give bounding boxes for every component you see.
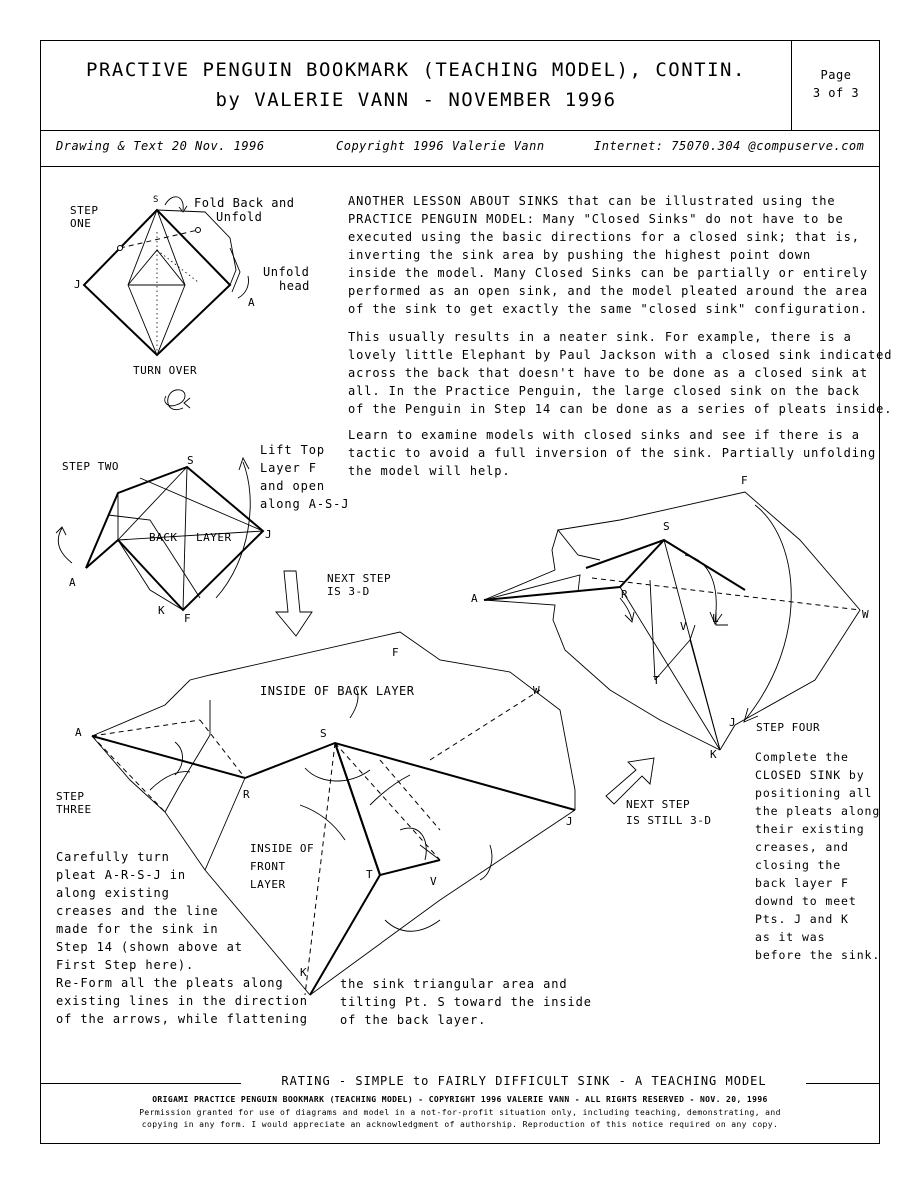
lesson-paragraph-1: ANOTHER LESSON ABOUT SINKS that can be illustrated using the PRACTICE PENGUIN MODEL: Many "Closed Sinks" do not have to be executed using the basic directions for a closed sink; that is, inverting the sink area by pushing the highest point down inside the model. Many Closed Sinks can be partially or entirely performed as an open sink, and the model pleated around the area of the sink to get exactly the same "closed sink" configuration.	[348, 194, 868, 316]
step-three-point-k: K	[300, 966, 308, 979]
step-two-point-s: S	[187, 454, 195, 467]
step-four-point-v: V	[680, 620, 688, 633]
back-label: BACK	[149, 531, 178, 544]
turn-over-label: TURN OVER	[133, 364, 198, 377]
step-four-point-k: K	[710, 748, 718, 761]
page-title: PRACTIVE PENGUIN BOOKMARK (TEACHING MODEL), CONTIN.	[86, 59, 746, 81]
step-four-point-t: T	[653, 674, 661, 687]
step-three-label: STEP THREE	[56, 790, 92, 816]
page-subtitle: by VALERIE VANN - NOVEMBER 1996	[215, 89, 617, 111]
footer-permission-line: Permission granted for use of diagrams and model in a not-for-profit situation only, including teaching, demonstrating, and	[139, 1108, 781, 1117]
step-one-unfold-head: Unfold head	[263, 265, 310, 293]
copyright-text: Copyright 1996 Valerie Vann	[336, 139, 545, 153]
step-four-point-f: F	[741, 474, 749, 487]
step-two-label: STEP TWO	[62, 460, 119, 473]
step-three-point-w: W	[533, 684, 541, 697]
step-three-point-v: V	[430, 875, 438, 888]
lesson-paragraph-2: This usually results in a neater sink. For example, there is a lovely little Elephant by Paul Jackson with a closed sink indicated across the back that doesn't have to be done as a closed sink at all. In the Practice Penguin, the large closed sink on the back of the Penguin in Step 14 can be done as a series of pleats inside.	[348, 330, 893, 416]
internet-address: Internet: 75070.304 @compuserve.com	[594, 139, 865, 153]
step-three-point-s: S	[320, 727, 328, 740]
step-four-point-l: L	[712, 612, 720, 625]
page-number: 3 of 3	[812, 86, 860, 100]
step-three-point-a: A	[75, 726, 83, 739]
inside-front-layer-label: INSIDE OF FRONT LAYER	[250, 842, 315, 891]
next-step-3d-label: NEXT STEP IS 3-D	[327, 572, 392, 598]
step-one-point-j: J	[74, 278, 82, 291]
lesson-paragraph-3: Learn to examine models with closed sinks and see if there is a tactic to avoid a full inversion of the sink. Partially unfolding the model will help.	[348, 428, 877, 478]
step-four-instructions: Complete the CLOSED SINK by positioning all the pleats along their existing creases, and closing the back layer F downd to meet Pts. J and K as it was before the sink.	[755, 750, 881, 962]
step-two-point-a: A	[69, 576, 77, 589]
step-four-point-j: J	[729, 716, 737, 729]
step-two-point-j: J	[265, 528, 273, 541]
step-three-point-t: T	[366, 868, 374, 881]
footer-copyright-line: ORIGAMI PRACTICE PENGUIN BOOKMARK (TEACHING MODEL) - COPYRIGHT 1996 VALERIE VANN - ALL RIGHTS RESERVED - NOV. 20, 1996	[152, 1095, 768, 1104]
step-four-point-a: A	[471, 592, 479, 605]
step-three-instructions-cont: the sink triangular area and tilting Pt. S toward the inside of the back layer.	[340, 977, 592, 1027]
step-one-point-a: A	[248, 296, 256, 309]
page-label: Page	[820, 68, 852, 82]
step-two-point-k: K	[158, 604, 166, 617]
drawing-date: Drawing & Text 20 Nov. 1996	[56, 139, 265, 153]
step-four-point-s: S	[663, 520, 671, 533]
step-one-fold-back: Fold Back and Unfold	[194, 196, 295, 224]
lift-top-layer-text: Lift Top Layer F and open along A-S-J	[260, 443, 350, 511]
step-four-point-r: R	[621, 588, 629, 601]
layer-label: LAYER	[196, 531, 232, 544]
step-three-point-r: R	[243, 788, 251, 801]
step-one-label: STEP ONE	[70, 204, 99, 230]
step-three-instructions: Carefully turn pleat A-R-S-J in along existing creases and the line made for the sink in Step 14 (shown above at First Step here). Re-Form all the pleats along existing lines in the direction of the arrows, while flattening	[56, 850, 308, 1026]
footer-acknowledgment-line: copying in any form. I would appreciate an acknowledgment of authorship. Reproduction of this notice required on any copy.	[141, 1120, 779, 1129]
rating-text: RATING - SIMPLE to FAIRLY DIFFICULT SINK - A TEACHING MODEL	[281, 1074, 767, 1088]
inside-back-layer-label: INSIDE OF BACK LAYER	[260, 684, 415, 698]
step-one-diagram	[84, 197, 249, 410]
step-four-diagram	[484, 492, 860, 750]
next-step-arrow-down	[276, 571, 312, 636]
step-two-point-f: F	[184, 612, 192, 625]
step-four-label: STEP FOUR	[756, 721, 821, 734]
step-three-point-j: J	[566, 815, 574, 828]
rating-rule-left	[41, 1083, 241, 1084]
rating-rule-right	[806, 1083, 879, 1084]
step-four-point-w: W	[862, 608, 870, 621]
step-one-point-s: S	[153, 195, 159, 205]
step-three-point-f: F	[392, 646, 400, 659]
next-step-still-3d-label: NEXT STEP IS STILL 3-D	[626, 798, 712, 827]
